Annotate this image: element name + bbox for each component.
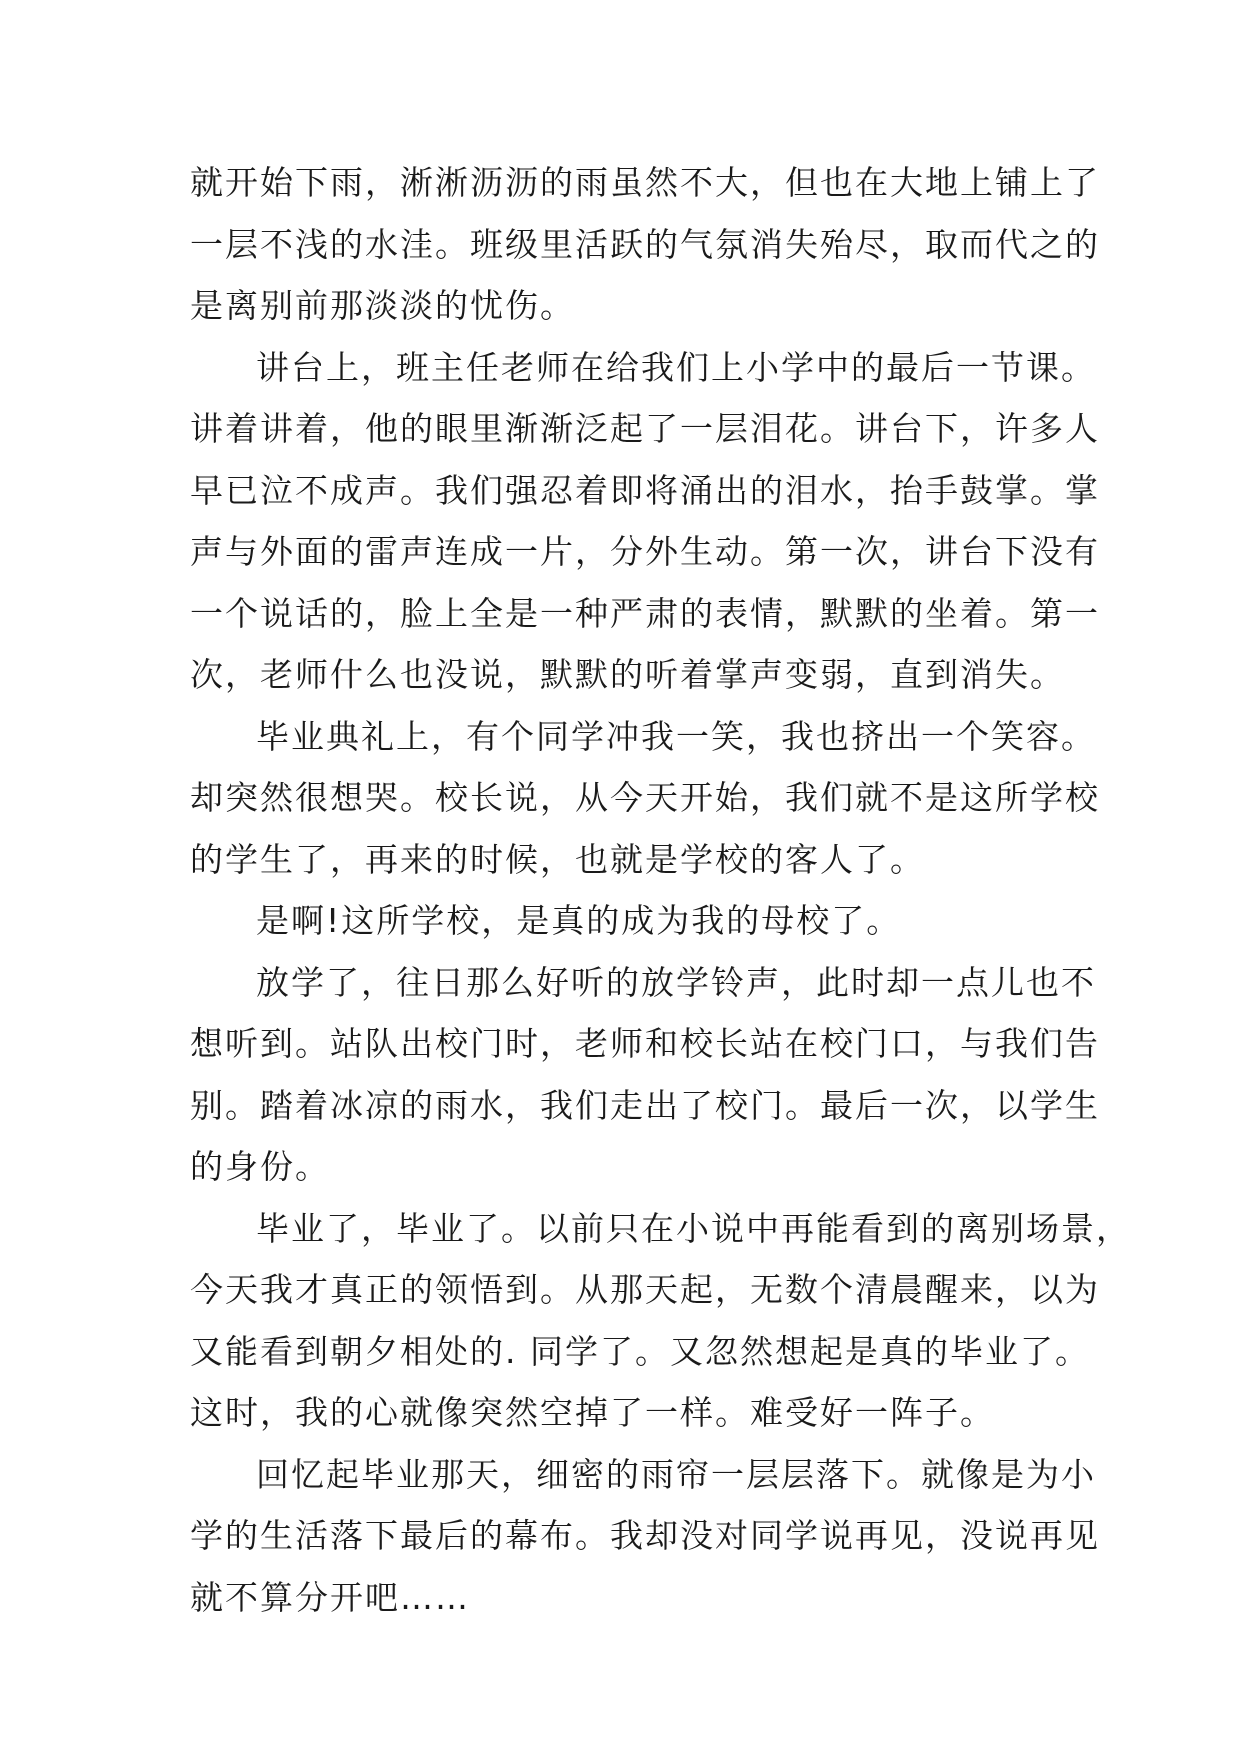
essay-line: 一个说话的，脸上全是一种严肃的表情，默默的坐着。第一 <box>190 593 1100 633</box>
essay-line: 早已泣不成声。我们强忍着即将涌出的泪水，抬手鼓掌。掌 <box>190 470 1100 510</box>
essay-line: 今天我才真正的领悟到。从那天起，无数个清晨醒来，以为 <box>190 1270 1100 1309</box>
essay-body <box>190 152 1131 1628</box>
essay-line: 是啊!这所学校，是真的成为我的母校了。 <box>256 901 902 940</box>
essay-line: 想听到。站队出校门时，老师和校长站在校门口，与我们告 <box>190 1024 1100 1063</box>
essay-line: 就不算分开吧…… <box>190 1577 470 1617</box>
essay-line: 讲台上，班主任老师在给我们上小学中的最后一节课。 <box>256 347 1096 387</box>
essay-line: 回忆起毕业那天，细密的雨帘一层层落下。就像是为小 <box>256 1454 1096 1494</box>
essay-line: 的学生了，再来的时候，也就是学校的客人了。 <box>190 839 925 879</box>
essay-line: 是离别前那淡淡的忧伤。 <box>190 286 575 325</box>
essay-line: 次，老师什么也没说，默默的听着掌声变弱，直到消失。 <box>190 655 1065 694</box>
essay-line: 声与外面的雷声连成一片，分外生动。第一次，讲台下没有 <box>190 532 1100 571</box>
essay-line: 毕业了，毕业了。以前只在小说中再能看到的离别场景， <box>256 1208 1131 1248</box>
essay-line: 放学了，往日那么好听的放学铃声，此时却一点儿也不 <box>256 962 1096 1002</box>
essay-line: 讲着讲着，他的眼里渐渐泛起了一层泪花。讲台下，许多人 <box>190 409 1100 448</box>
essay-line: 一层不浅的水洼。班级里活跃的气氛消失殆尽，取而代之的 <box>190 224 1100 264</box>
essay-line: 毕业典礼上，有个同学冲我一笑，我也挤出一个笑容。 <box>256 716 1096 756</box>
essay-line: 别。踏着冰凉的雨水，我们走出了校门。最后一次，以学生 <box>190 1085 1100 1125</box>
essay-line: 又能看到朝夕相处的. 同学了。又忽然想起是真的毕业了。 <box>190 1331 1090 1371</box>
essay-line: 就开始下雨，淅淅沥沥的雨虽然不大，但也在大地上铺上了 <box>190 163 1100 202</box>
essay-line: 的身份。 <box>190 1147 330 1186</box>
essay-line: 却突然很想哭。校长说，从今天开始，我们就不是这所学校 <box>190 778 1100 817</box>
essay-line: 学的生活落下最后的幕布。我却没对同学说再见，没说再见 <box>190 1516 1100 1555</box>
essay-line: 这时，我的心就像突然空掉了一样。难受好一阵子。 <box>190 1393 995 1432</box>
